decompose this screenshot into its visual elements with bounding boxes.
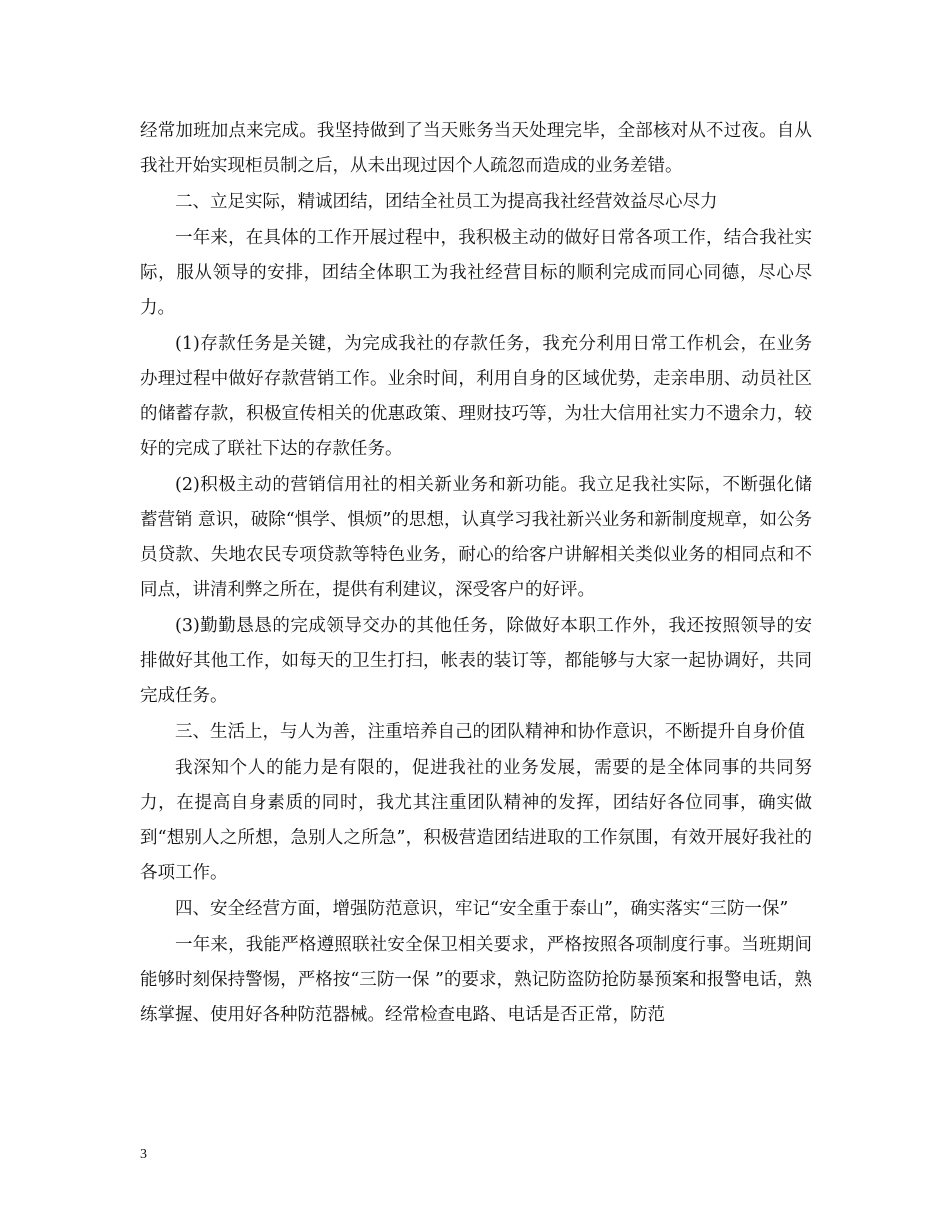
paragraph: 一年来，我能严格遵照联社安全保卫相关要求，严格按照各项制度行事。当班期间能够时刻保持警惕，严格按“三防一保 ”的要求，熟记防盗防抢防暴预案和报警电话，熟练掌握、使用好各种防范器械。经常检查电路、电话是否正常，防范 [140, 935, 812, 1025]
page-number: 3 [140, 1147, 147, 1162]
paragraph: 我深知个人的能力是有限的，促进我社的业务发展，需要的是全体同事的共同努力，在提高自身素质的同时，我尤其注重团队精神的发挥，团结好各位同事，确实做到“想别人之所想，急别人之所急”，积极营造团结进取的工作氛围，有效开展好我社的各项工作。 [140, 758, 812, 883]
paragraph: 一年来，在具体的工作开展过程中，我积极主动的做好日常各项工作，结合我社实际，服从领导的安排，团结全体职工为我社经营目标的顺利完成而同心同德，尽心尽力。 [140, 228, 812, 318]
paragraph-item-3: (3)勤勤恳恳的完成领导交办的其他任务，除做好本职工作外，我还按照领导的安排做好其他工作，如每天的卫生打扫，帐表的装订等，都能够与大家一起协调好，共同完成任务。 [140, 616, 812, 706]
section-heading-2: 二、立足实际，精诚团结，团结全社员工为提高我社经营效益尽心尽力 [175, 192, 718, 212]
paragraph-item-2: (2)积极主动的营销信用社的相关新业务和新功能。我立足我社实际，不断强化储蓄营销 意识，破除“惧学、惧烦”的思想，认真学习我社新兴业务和新制度规章，如公务员贷款、失地农民专项贷款等特色业务，耐心的给客户讲解相关类似业务的相同点和不同点，讲清利弊之所在，提供有利建议，深受客户的好评。 [140, 475, 812, 600]
paragraph-continued: 经常加班加点来完成。我坚持做到了当天账务当天处理完毕，全部核对从不过夜。自从我社开始实现柜员制之后，从未出现过因个人疏忽而造成的业务差错。 [140, 121, 812, 176]
body-text [140, 114, 812, 1033]
section-heading-3: 三、生活上，与人为善，注重培养自己的团队精神和协作意识，不断提升自身价值 [175, 722, 805, 742]
paragraph-item-1: (1)存款任务是关键，为完成我社的存款任务，我充分利用日常工作机会，在业务办理过程中做好存款营销工作。业余时间，利用自身的区域优势，走亲串朋、动员社区的储蓄存款，积极宣传相关的优惠政策、理财技巧等，为壮大信用社实力不遗余力，较好的完成了联社下达的存款任务。 [140, 334, 812, 459]
section-heading-4: 四、安全经营方面，增强防范意识，牢记“安全重于泰山”，确实落实“三防一保” [175, 899, 789, 919]
